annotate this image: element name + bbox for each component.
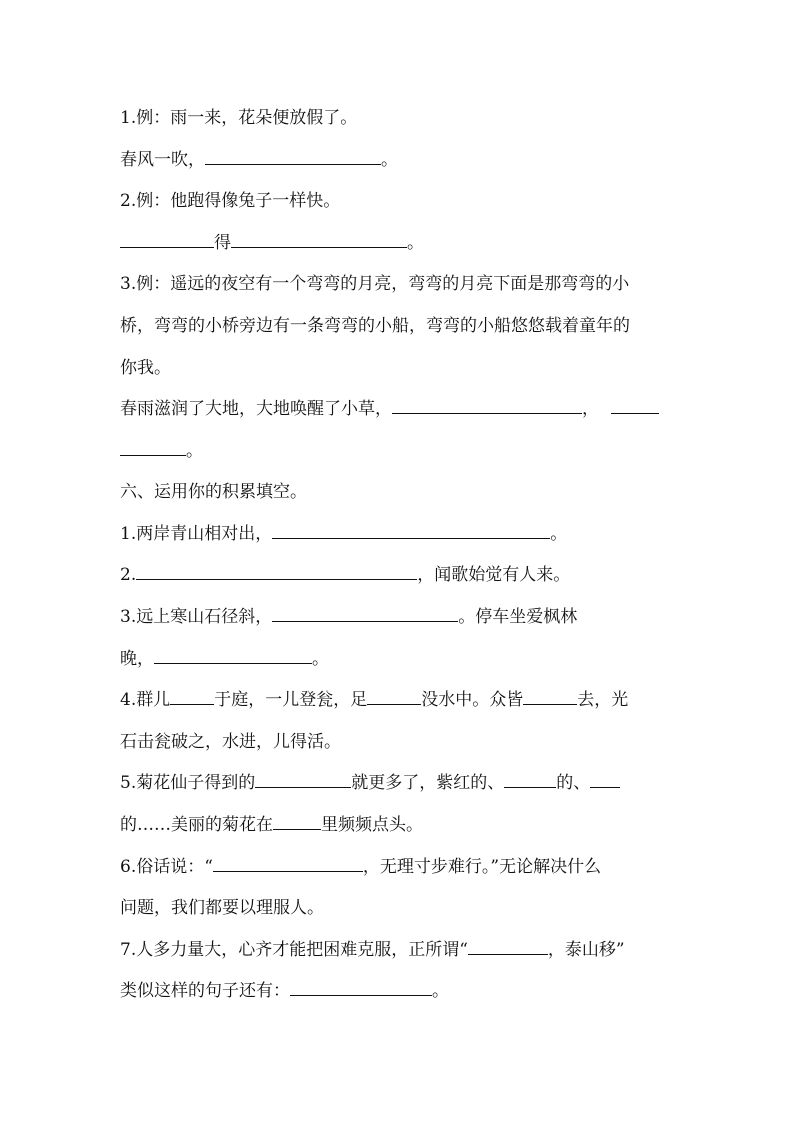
q6-line-2: 问题，我们都要以理服人。 [120, 898, 324, 918]
section-6-heading: 六、运用你的积累填空。 [120, 482, 307, 502]
answer-blank[interactable] [154, 647, 312, 664]
example-3-line-3: 你我。 [120, 358, 171, 378]
exercise-3-line-2: 。 [120, 439, 203, 463]
answer-blank[interactable] [367, 688, 421, 705]
q2-line: 2. ，闻歌始觉有人来。 [120, 565, 571, 585]
q3-line-2: 晚， 。 [120, 649, 329, 669]
answer-blank[interactable] [120, 439, 186, 456]
answer-blank[interactable] [392, 397, 582, 414]
example-3-line-1: 3.例：遥远的夜空有一个弯弯的月亮，弯弯的月亮下面是那弯弯的小 [120, 274, 630, 294]
example-3-line-2: 桥，弯弯的小桥旁边有一条弯弯的小船，弯弯的小船悠悠载着童年的 [120, 316, 630, 336]
q7-line-2: 类似这样的句子还有： 。 [120, 981, 449, 1001]
answer-blank[interactable] [120, 231, 214, 248]
answer-blank[interactable] [523, 688, 577, 705]
exercise-1-line: 春风一吹， 。 [120, 150, 398, 170]
answer-blank[interactable] [290, 979, 432, 996]
q5-line-1: 5.菊花仙子得到的 就更多了，紫红的、 的、 [120, 771, 620, 795]
exercise-3-line-1: 春雨滋润了大地，大地唤醒了小草， ， [120, 397, 659, 421]
answer-blank[interactable] [504, 771, 556, 788]
q5-line-2: 的……美丽的菊花在 里频频点头。 [120, 815, 423, 835]
answer-blank[interactable] [611, 397, 659, 414]
answer-blank[interactable] [205, 148, 381, 165]
q4-line-1: 4.群儿 于庭，一儿登瓮，足 没水中。众皆 去，光 [120, 690, 629, 710]
answer-blank[interactable] [231, 231, 407, 248]
answer-blank[interactable] [272, 522, 550, 539]
exercise-2-line: 得 。 [120, 231, 424, 255]
q7-line-1: 7.人多力量大，心齐才能把困难克服，正所谓“ ，泰山移” [120, 940, 625, 960]
answer-blank[interactable] [590, 771, 620, 788]
q1-line: 1.两岸青山相对出， 。 [120, 524, 568, 544]
answer-blank[interactable] [255, 771, 351, 788]
answer-blank[interactable] [272, 605, 458, 622]
q4-line-2: 石击瓮破之，水进，儿得活。 [120, 732, 341, 752]
answer-blank[interactable] [136, 563, 417, 580]
q3-line-1: 3.远上寒山石径斜， 。停车坐爱枫林 [120, 607, 578, 627]
q6-line-1: 6.俗话说：“ ，无理寸步难行。”无论解决什么 [120, 857, 602, 877]
example-2-line: 2.例：他跑得像兔子一样快。 [120, 191, 341, 211]
example-1-line: 1.例：雨一来，花朵便放假了。 [120, 108, 358, 128]
answer-blank[interactable] [213, 855, 363, 872]
answer-blank[interactable] [170, 688, 214, 705]
answer-blank[interactable] [273, 813, 321, 830]
answer-blank[interactable] [468, 938, 548, 955]
